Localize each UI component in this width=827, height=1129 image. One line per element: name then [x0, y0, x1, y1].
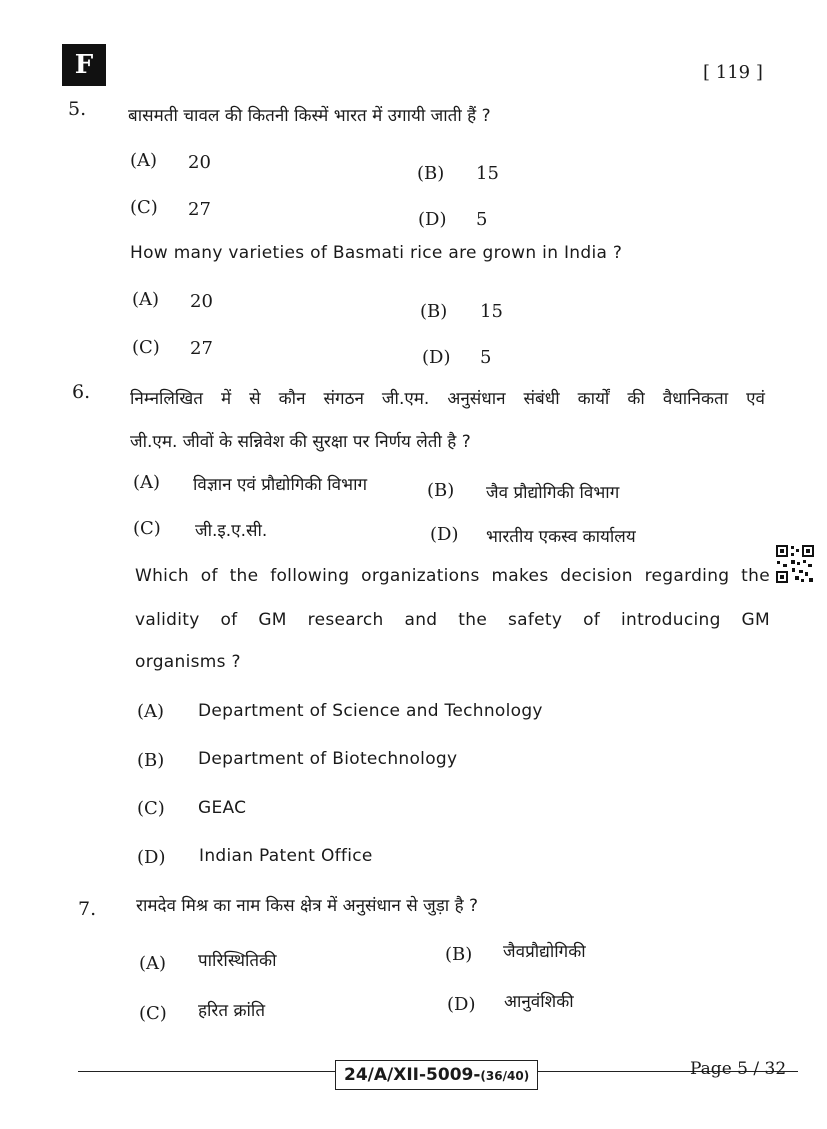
- option-label: (D): [430, 524, 459, 545]
- option-text: पारिस्थितिकी: [198, 951, 277, 971]
- option-label: (A): [139, 953, 167, 974]
- option-text: 20: [190, 291, 213, 312]
- option-text: जैव प्रौद्योगिकी विभाग: [486, 483, 620, 503]
- option-text: 27: [190, 338, 213, 359]
- option-text: आनुवंशिकी: [504, 992, 574, 1012]
- question-number: 7.: [78, 898, 97, 920]
- option-label: (A): [130, 150, 158, 171]
- option-label: (A): [133, 472, 161, 493]
- question-text-english-line: validity of GM research and the safety of introducing GM: [135, 610, 770, 630]
- option-label: (C): [137, 798, 165, 819]
- option-label: (B): [427, 480, 455, 501]
- option-text: विज्ञान एवं प्रौद्योगिकी विभाग: [193, 475, 368, 495]
- option-text: जैवप्रौद्योगिकी: [503, 942, 586, 962]
- option-label: (A): [132, 289, 160, 310]
- question-number: 6.: [72, 381, 91, 403]
- paper-code-text: 24/A/XII-5009-: [344, 1065, 481, 1085]
- option-text: 5: [480, 347, 492, 368]
- question-text-english-line: Which of the following organizations makes decision regarding the: [135, 566, 770, 586]
- option-label: (D): [447, 994, 476, 1015]
- paper-code-suffix: (36/40): [480, 1069, 530, 1083]
- option-label: (B): [420, 301, 448, 322]
- option-text: 20: [188, 152, 211, 173]
- option-label: (C): [133, 518, 161, 539]
- option-text: 5: [476, 209, 488, 230]
- option-label: (A): [137, 701, 165, 722]
- question-text-english-line: organisms ?: [135, 652, 241, 672]
- qr-code-icon: [775, 544, 815, 584]
- question-text-english: How many varieties of Basmati rice are grown in India ?: [130, 243, 623, 263]
- option-text: Department of Biotechnology: [198, 749, 458, 769]
- question-text-hindi: बासमती चावल की कितनी किस्में भारत में उगायी जाती हैं ?: [128, 106, 491, 126]
- option-text: Indian Patent Office: [199, 846, 373, 866]
- option-label: (C): [130, 197, 158, 218]
- option-text: Department of Science and Technology: [198, 701, 543, 721]
- set-badge: F: [62, 44, 106, 86]
- option-label: (B): [417, 163, 445, 184]
- option-label: (B): [445, 944, 473, 965]
- question-text-hindi-line: निम्नलिखित में से कौन संगठन जी.एम. अनुसंधान संबंधी कार्यों की वैधानिकता एवं: [130, 389, 765, 409]
- option-label: (B): [137, 750, 165, 771]
- question-number: 5.: [68, 98, 87, 120]
- question-text-hindi: रामदेव मिश्र का नाम किस क्षेत्र में अनुसंधान से जुड़ा है ?: [136, 896, 479, 916]
- paper-code: [335, 1060, 538, 1090]
- option-text: हरित क्रांति: [198, 1001, 266, 1021]
- option-text: 15: [480, 301, 503, 322]
- option-text: 27: [188, 199, 211, 220]
- option-label: (C): [139, 1003, 167, 1024]
- page-number: Page 5 / 32: [690, 1059, 787, 1079]
- option-text: भारतीय एकस्व कार्यालय: [486, 527, 636, 547]
- page-code: [ 119 ]: [703, 62, 763, 83]
- option-label: (D): [137, 847, 166, 868]
- option-label: (D): [418, 209, 447, 230]
- question-text-hindi-line: जी.एम. जीवों के सन्निवेश की सुरक्षा पर निर्णय लेती है ?: [130, 432, 471, 452]
- option-text: 15: [476, 163, 499, 184]
- option-label: (D): [422, 347, 451, 368]
- option-text: GEAC: [198, 798, 247, 818]
- option-label: (C): [132, 337, 160, 358]
- option-text: जी.इ.ए.सी.: [195, 521, 268, 541]
